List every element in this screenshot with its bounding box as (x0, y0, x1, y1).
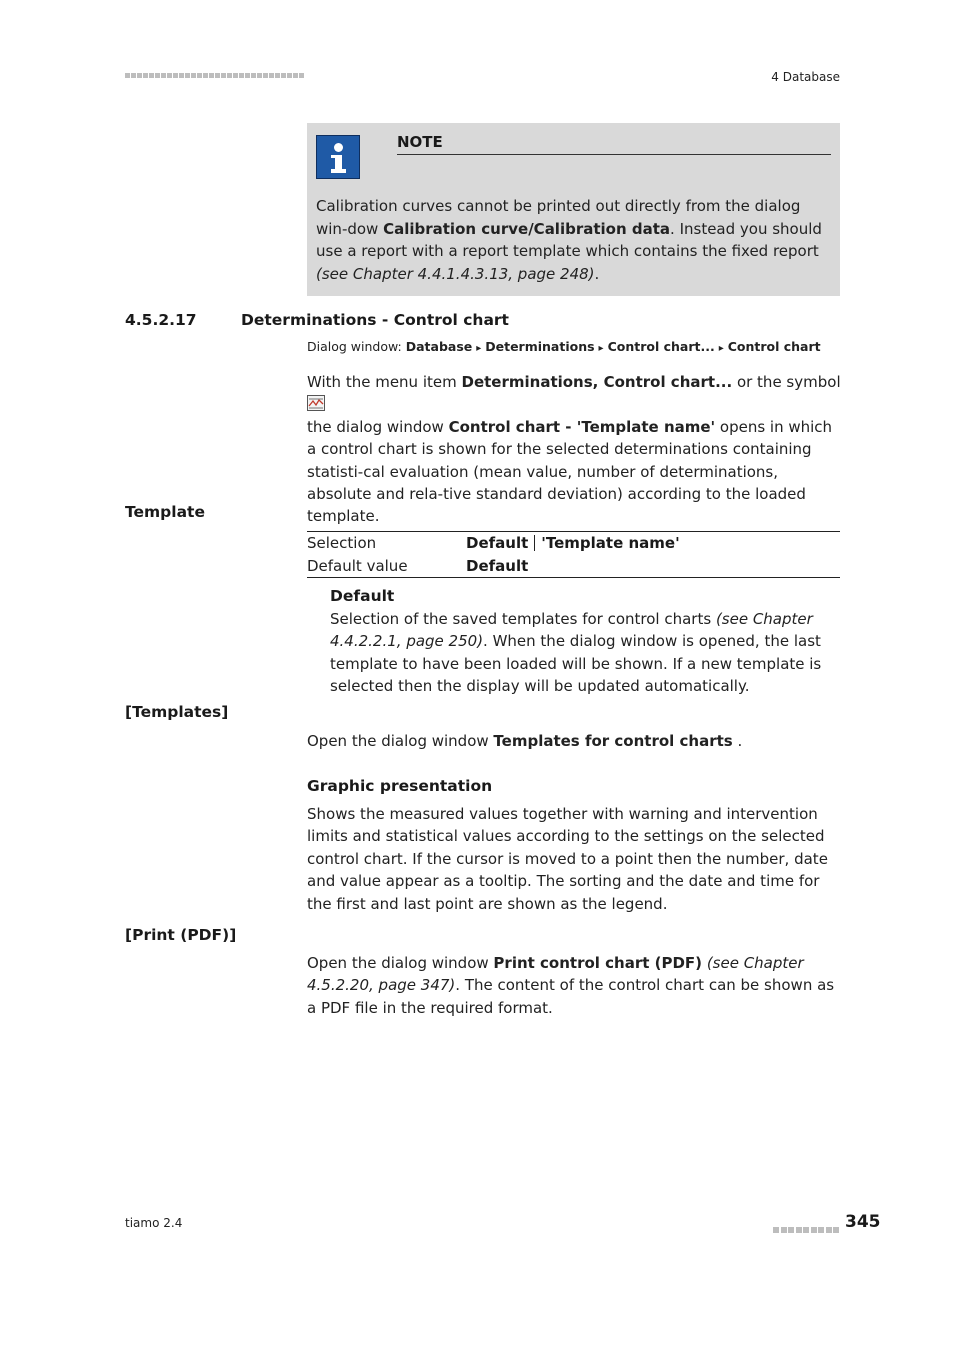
intro-paragraph: With the menu item Determinations, Control chart... or the symbol the dialog window Control chart - 'Template name' opens in which a control chart is shown for the selected determinations containing statisti-cal evaluation (mean value, number of determinations, absolute and rela-tive standard deviation) according to the loaded template. (307, 373, 841, 526)
footer-product: tiamo 2.4 (125, 1216, 183, 1230)
default-description: Selection of the saved templates for control charts (see Chapter 4.4.2.2.1, page 250). When the dialog window is opened, the last template to have been loaded will be shown. If a new template is selected then the display will be updated automatically. (330, 610, 822, 696)
print-button-label: [Print (PDF)] (125, 926, 237, 944)
footer-decoration (773, 1218, 841, 1237)
control-chart-icon (307, 395, 325, 411)
header-decoration (125, 71, 305, 80)
header-chapter: 4 Database (771, 70, 840, 84)
dialog-path: Dialog window: Database ▸ Determinations ▸ Control chart... ▸ Control chart (307, 339, 821, 354)
note-body: Calibration curves cannot be printed out directly from the dialog win-dow Calibration curve/Calibration data. Instead you should use a report with a report template which contains the fixed report (see Chapter 4.4.1.4.3.13, page 248). (316, 197, 822, 283)
template-label: Template (125, 503, 205, 521)
default-title: Default (330, 587, 395, 605)
page-number: 345 (845, 1212, 881, 1232)
info-icon (316, 135, 360, 179)
table-row: Default value Default (307, 556, 529, 575)
templates-description: Open the dialog window Templates for control charts . (307, 732, 743, 750)
template-table (307, 531, 840, 578)
section-number: 4.5.2.17 (125, 311, 197, 329)
table-row: Selection Default 'Template name' (307, 534, 680, 552)
note-box (307, 123, 840, 296)
print-description: Open the dialog window Print control chart (PDF) (see Chapter 4.5.2.20, page 347). The content of the control chart can be shown as a PDF file in the required format. (307, 954, 835, 1017)
note-title: NOTE (397, 133, 831, 155)
graphic-title: Graphic presentation (307, 777, 493, 795)
section-title: Determinations - Control chart (241, 311, 509, 329)
graphic-description: Shows the measured values together with warning and intervention limits and statistical values according to the settings on the selected control chart. If the cursor is moved to a point then the number, date and value appear as a tooltip. The sorting and the date and time for the first and last point are shown as the legend. (307, 805, 828, 913)
templates-button-label: [Templates] (125, 703, 229, 721)
